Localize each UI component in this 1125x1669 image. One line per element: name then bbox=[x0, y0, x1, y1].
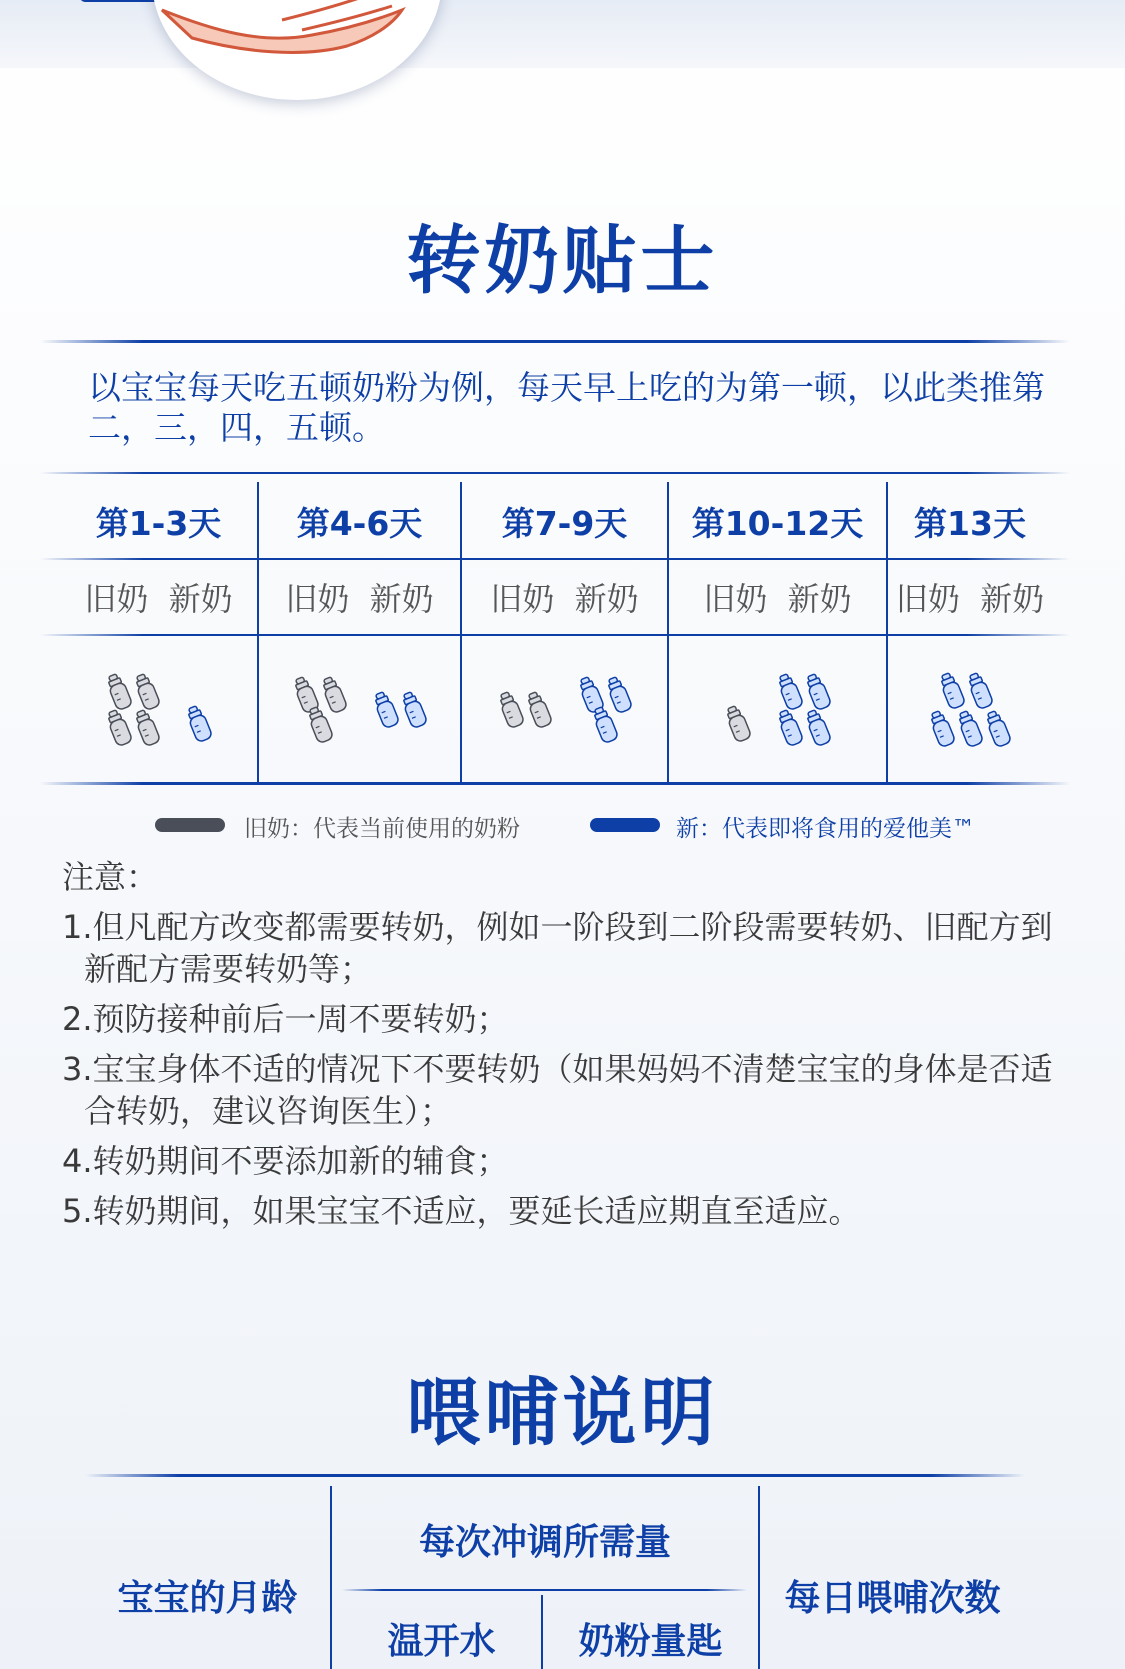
sub-labels bbox=[60, 574, 257, 620]
table-top-rule bbox=[40, 472, 1070, 474]
legend-new-swatch bbox=[590, 818, 660, 832]
legend-old-swatch bbox=[155, 818, 225, 832]
old-milk-label: 旧奶 bbox=[285, 580, 350, 618]
col-head-day1-3: 第1-3天 bbox=[95, 504, 222, 543]
divider bbox=[40, 340, 1070, 343]
note-1: 1.但凡配方改变都需要转奶，例如一阶段到二阶段需要转奶、旧配方到 bbox=[62, 908, 1053, 946]
bottle-cell-day7-9 bbox=[462, 650, 667, 770]
new-milk-label: 新奶 bbox=[787, 580, 852, 618]
old-milk-label: 旧奶 bbox=[84, 580, 149, 618]
notes-title: 注意： bbox=[62, 858, 159, 896]
note-3: 3.宝宝身体不适的情况下不要转奶（如果妈妈不清楚宝宝的身体是否适 bbox=[62, 1050, 1053, 1088]
section-title-transition-tips: 转奶贴士 bbox=[406, 218, 719, 304]
old-milk-label: 旧奶 bbox=[895, 580, 960, 618]
feed-head-age: 宝宝的月龄 bbox=[117, 1578, 298, 1619]
new-milk-label: 新奶 bbox=[574, 580, 639, 618]
bottle-cell-day1-3 bbox=[60, 650, 257, 770]
sub-labels bbox=[462, 574, 667, 620]
col-head-day7-9: 第7-9天 bbox=[501, 504, 628, 543]
feed-sub-rule bbox=[342, 1589, 747, 1591]
old-bottle-icon bbox=[720, 702, 755, 745]
sub-labels bbox=[259, 574, 460, 620]
old-milk-label: 旧奶 bbox=[703, 580, 768, 618]
col-head-day4-6: 第4-6天 bbox=[296, 504, 423, 543]
new-bottle-icon bbox=[396, 688, 431, 731]
new-bottle-icon bbox=[981, 707, 1016, 750]
intro-text: 以宝宝每天吃五顿奶粉为例，每天早上吃的为第一顿，以此类推第二，三，四，五顿。 bbox=[88, 368, 1045, 447]
table-mid-rule bbox=[40, 558, 1070, 560]
feed-head-water: 温开水 bbox=[387, 1621, 496, 1662]
old-bottle-icon bbox=[521, 688, 556, 731]
note-2: 2.预防接种前后一周不要转奶； bbox=[62, 1000, 509, 1038]
new-bottle-icon bbox=[181, 702, 216, 745]
note-1-cont: 新配方需要转奶等； bbox=[84, 950, 373, 988]
sub-labels bbox=[669, 574, 886, 620]
legend-old-text: 旧奶：代表当前使用的奶粉 bbox=[244, 816, 520, 842]
new-milk-label: 新奶 bbox=[168, 580, 233, 618]
legend-new-text: 新：代表即将食用的爱他美™ bbox=[676, 816, 975, 842]
note-3-cont: 合转奶，建议咨询医生）； bbox=[84, 1092, 453, 1130]
header-accent-bar bbox=[80, 0, 162, 2]
feed-head-scoops: 奶粉量匙 bbox=[578, 1621, 723, 1662]
new-milk-label: 新奶 bbox=[980, 580, 1045, 618]
old-milk-label: 旧奶 bbox=[490, 580, 555, 618]
old-bottle-icon bbox=[129, 706, 164, 749]
table-mid-rule-2 bbox=[40, 634, 1070, 636]
note-5: 5.转奶期间，如果宝宝不适应，要延长适应期直至适应。 bbox=[62, 1192, 861, 1230]
col-head-day13: 第13天 bbox=[914, 504, 1026, 543]
section-title-feeding-instructions: 喂哺说明 bbox=[406, 1370, 719, 1456]
bottle-cell-day10-12 bbox=[669, 650, 886, 770]
feed-head-amount: 每次冲调所需量 bbox=[418, 1522, 671, 1563]
notes-block bbox=[62, 856, 1072, 1232]
new-bottle-icon bbox=[800, 706, 835, 749]
table-bottom-rule bbox=[40, 782, 1070, 785]
feed-head-times: 每日喂哺次数 bbox=[784, 1578, 1001, 1619]
col-head-day10-12: 第10-12天 bbox=[691, 504, 864, 543]
bottle-cell-day13 bbox=[888, 650, 1052, 770]
sub-labels bbox=[888, 574, 1052, 620]
feed-table-top-rule bbox=[85, 1474, 1025, 1477]
bottle-cell-day4-6 bbox=[259, 650, 460, 770]
new-milk-label: 新奶 bbox=[369, 580, 434, 618]
new-bottle-icon bbox=[963, 669, 998, 712]
hand-illustration bbox=[152, 0, 442, 100]
note-4: 4.转奶期间不要添加新的辅食； bbox=[62, 1142, 509, 1180]
